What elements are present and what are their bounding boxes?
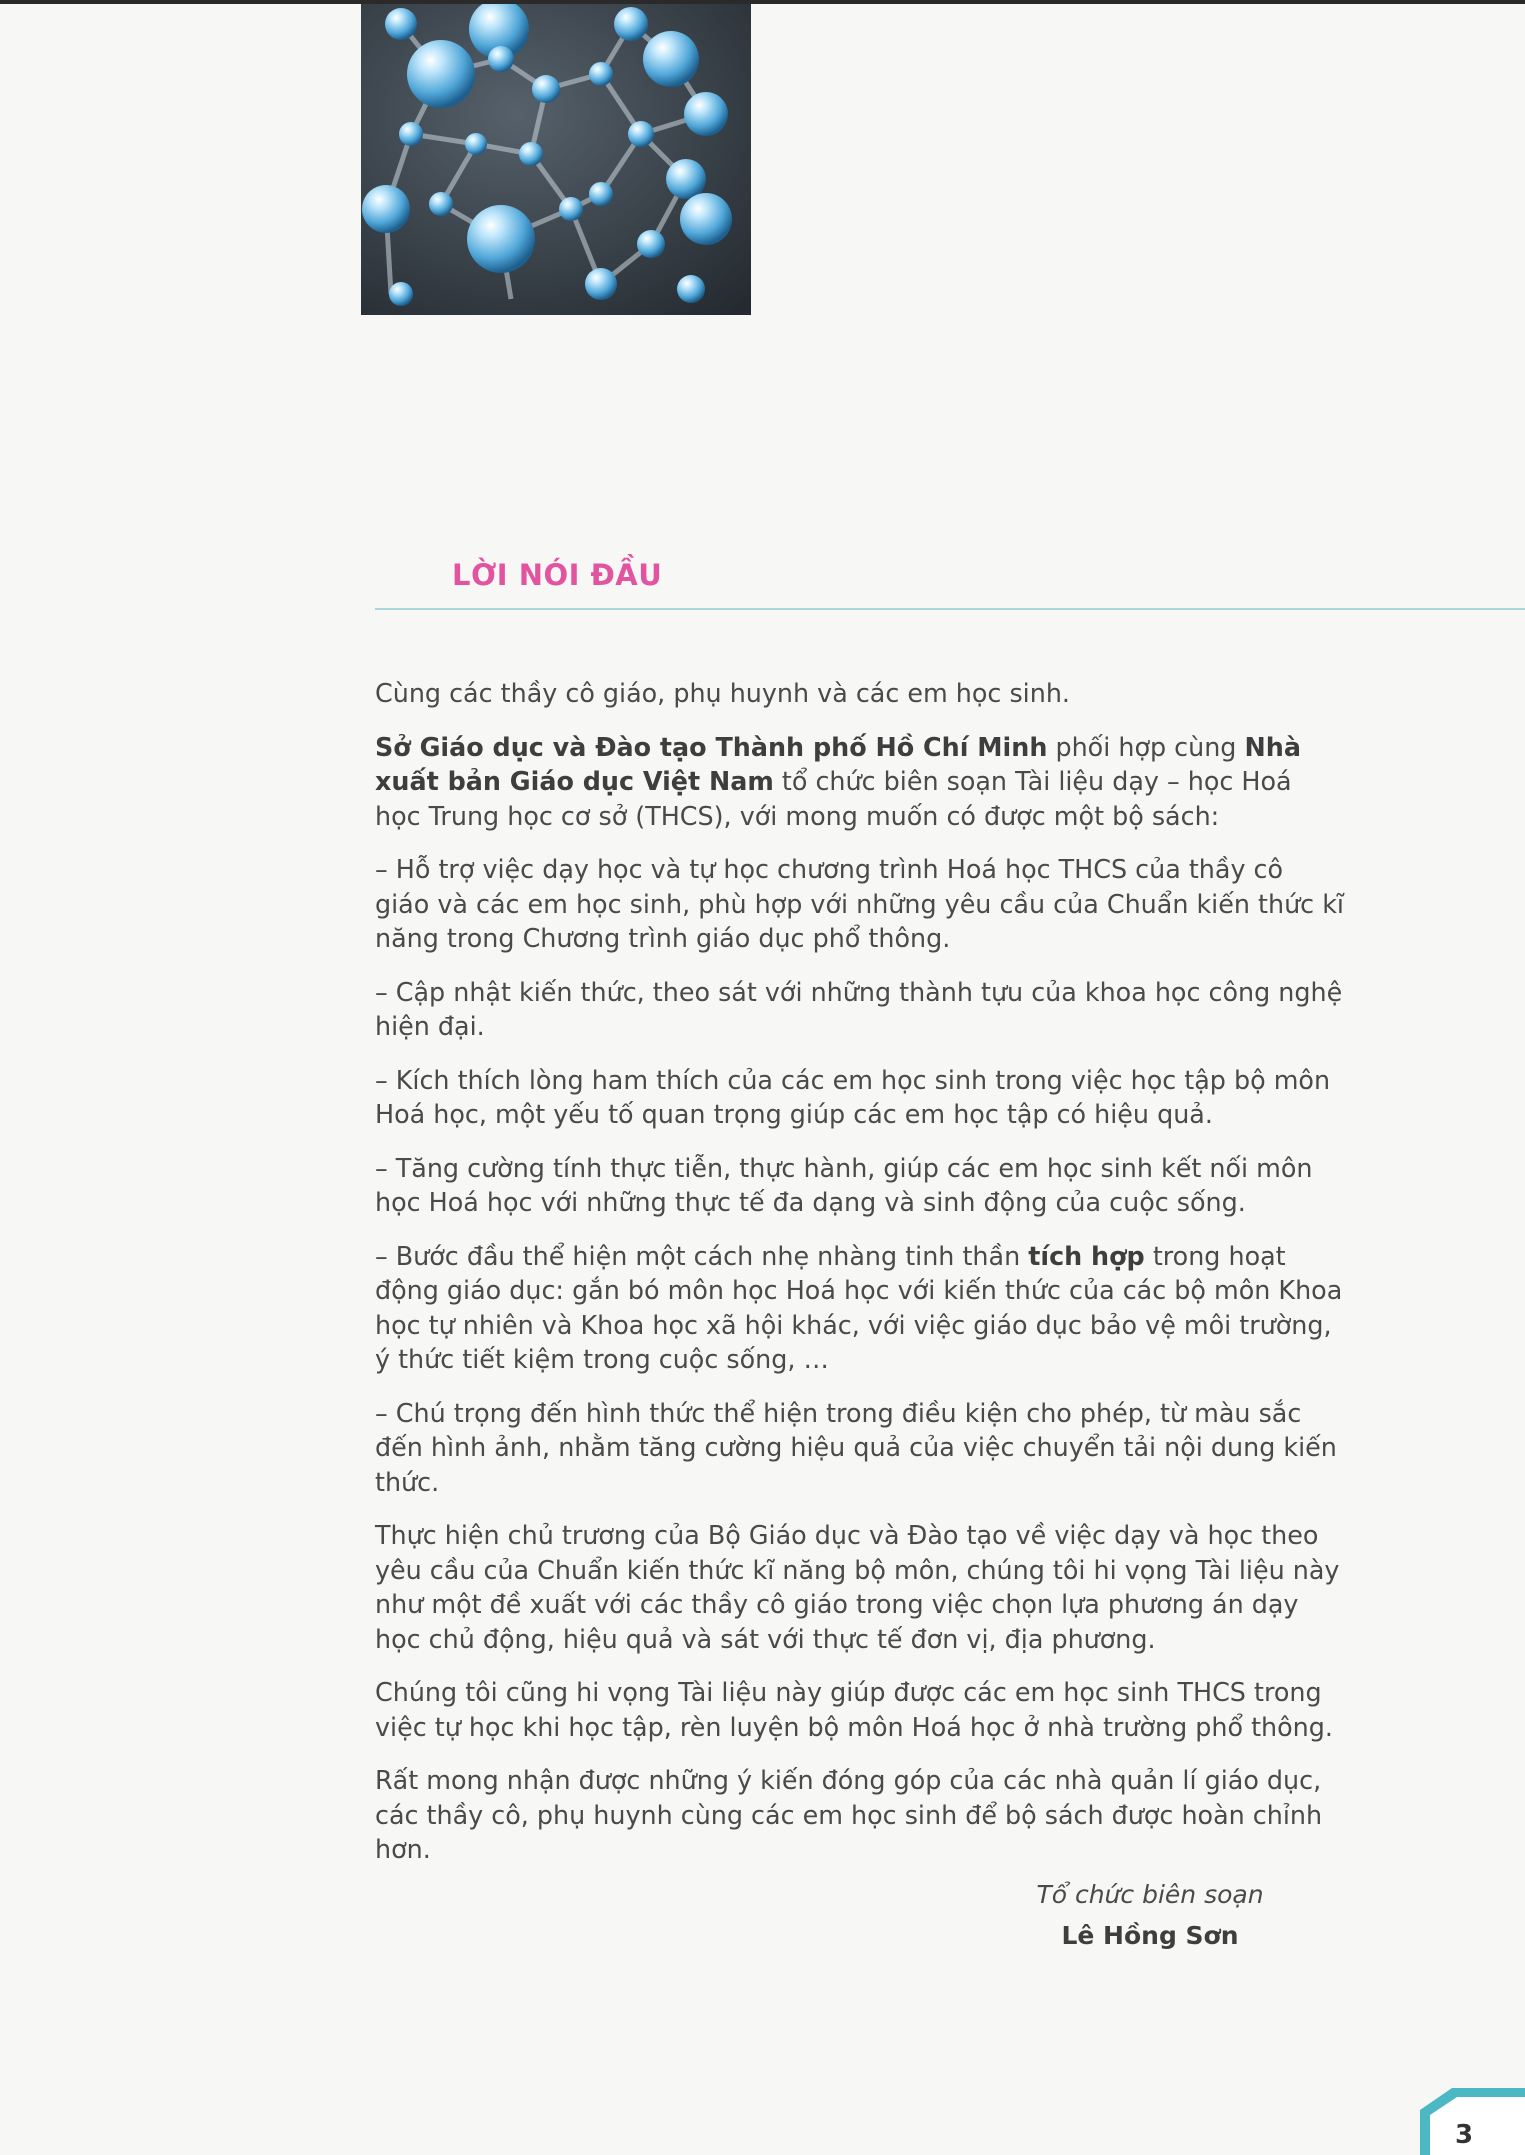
page-heading: LỜI NÓI ĐẦU — [452, 558, 663, 592]
signature-block — [1000, 1880, 1300, 1950]
top-border — [0, 0, 1525, 4]
paragraph-intro — [375, 730, 1345, 834]
paragraph-hope: Chúng tôi cũng hi vọng Tài liệu này giúp được các em học sinh THCS trong việc tự học khi học tập, rèn luyện bộ môn Hoá học ở nhà trường phổ thông. — [375, 1677, 1333, 1742]
paragraph-goal-4: – Tăng cường tính thực tiễn, thực hành, giúp các em học sinh kết nối môn học Hoá học với những thực tế đa dạng và sinh động của cuộc sống. — [375, 1152, 1313, 1217]
paragraph-greeting: Cùng các thầy cô giáo, phụ huynh và các em học sinh. — [375, 678, 1070, 708]
bold-department-name: Sở Giáo dục và Đào tạo Thành phố Hồ Chí Minh — [375, 731, 1048, 762]
signature-name: Lê Hồng Sơn — [1061, 1921, 1239, 1950]
intro-text-1: phối hợp cùng — [1047, 731, 1245, 762]
paragraph-goal-5 — [375, 1239, 1345, 1377]
paragraph-goal-6: – Chú trọng đến hình thức thể hiện trong điều kiện cho phép, từ màu sắc đến hình ảnh, nhằm tăng cường hiệu quả của việc chuyển tải nội dung kiến thức. — [375, 1397, 1337, 1497]
preface-body — [375, 676, 1345, 1886]
paragraph-goal-1: – Hỗ trợ việc dạy học và tự học chương trình Hoá học THCS của thầy cô giáo và các em học sinh, phù hợp với những yêu cầu của Chuẩn kiến thức kĩ năng trong Chương trình giáo dục phổ thông. — [375, 854, 1344, 953]
paragraph-goal-3: – Kích thích lòng ham thích của các em học sinh trong việc học tập bộ môn Hoá học, một yếu tố quan trọng giúp các em học tập có hiệu quả. — [375, 1064, 1331, 1129]
bold-publisher-name: Nhà xuất bản Giáo dục Việt Nam — [375, 731, 1301, 796]
paragraph-feedback: Rất mong nhận được những ý kiến đóng góp của các nhà quản lí giáo dục, các thầy cô, phụ huynh cùng các em học sinh để bộ sách được hoàn chỉnh hơn. — [375, 1765, 1323, 1864]
goal-5-text-2: trong hoạt động giáo dục: gắn bó môn học Hoá học với kiến thức của các bộ môn Khoa học tự nhiên và Khoa học xã hội khác, với việc giáo dục bảo vệ môi trường, ý thức tiết kiệm trong cuộc sống, … — [375, 1240, 1343, 1374]
molecule-structure-image — [361, 4, 751, 315]
bold-integration-term: tích hợp — [1028, 1240, 1145, 1271]
intro-text-2: tổ chức biên soạn Tài liệu dạy – học Hoá học Trung học cơ sở (THCS), với mong muốn có được một bộ sách: — [375, 766, 1292, 831]
heading-divider — [375, 608, 1525, 610]
page-number: 3 — [1454, 2120, 1474, 2150]
paragraph-goal-2: – Cập nhật kiến thức, theo sát với những thành tựu của khoa học công nghệ hiện đại. — [375, 976, 1343, 1041]
goal-5-text-1: – Bước đầu thể hiện một cách nhẹ nhàng tinh thần — [375, 1240, 1029, 1271]
signature-role: Tổ chức biên soạn — [1036, 1880, 1264, 1909]
paragraph-implementation: Thực hiện chủ trương của Bộ Giáo dục và Đào tạo về việc dạy và học theo yêu cầu của Chuẩn kiến thức kĩ năng bộ môn, chúng tôi hi vọng Tài liệu này như một đề xuất với các thầy cô giáo trong việc chọn lựa phương án dạy học chủ động, hiệu quả và sát với thực tế đơn vị, địa phương. — [375, 1520, 1340, 1654]
